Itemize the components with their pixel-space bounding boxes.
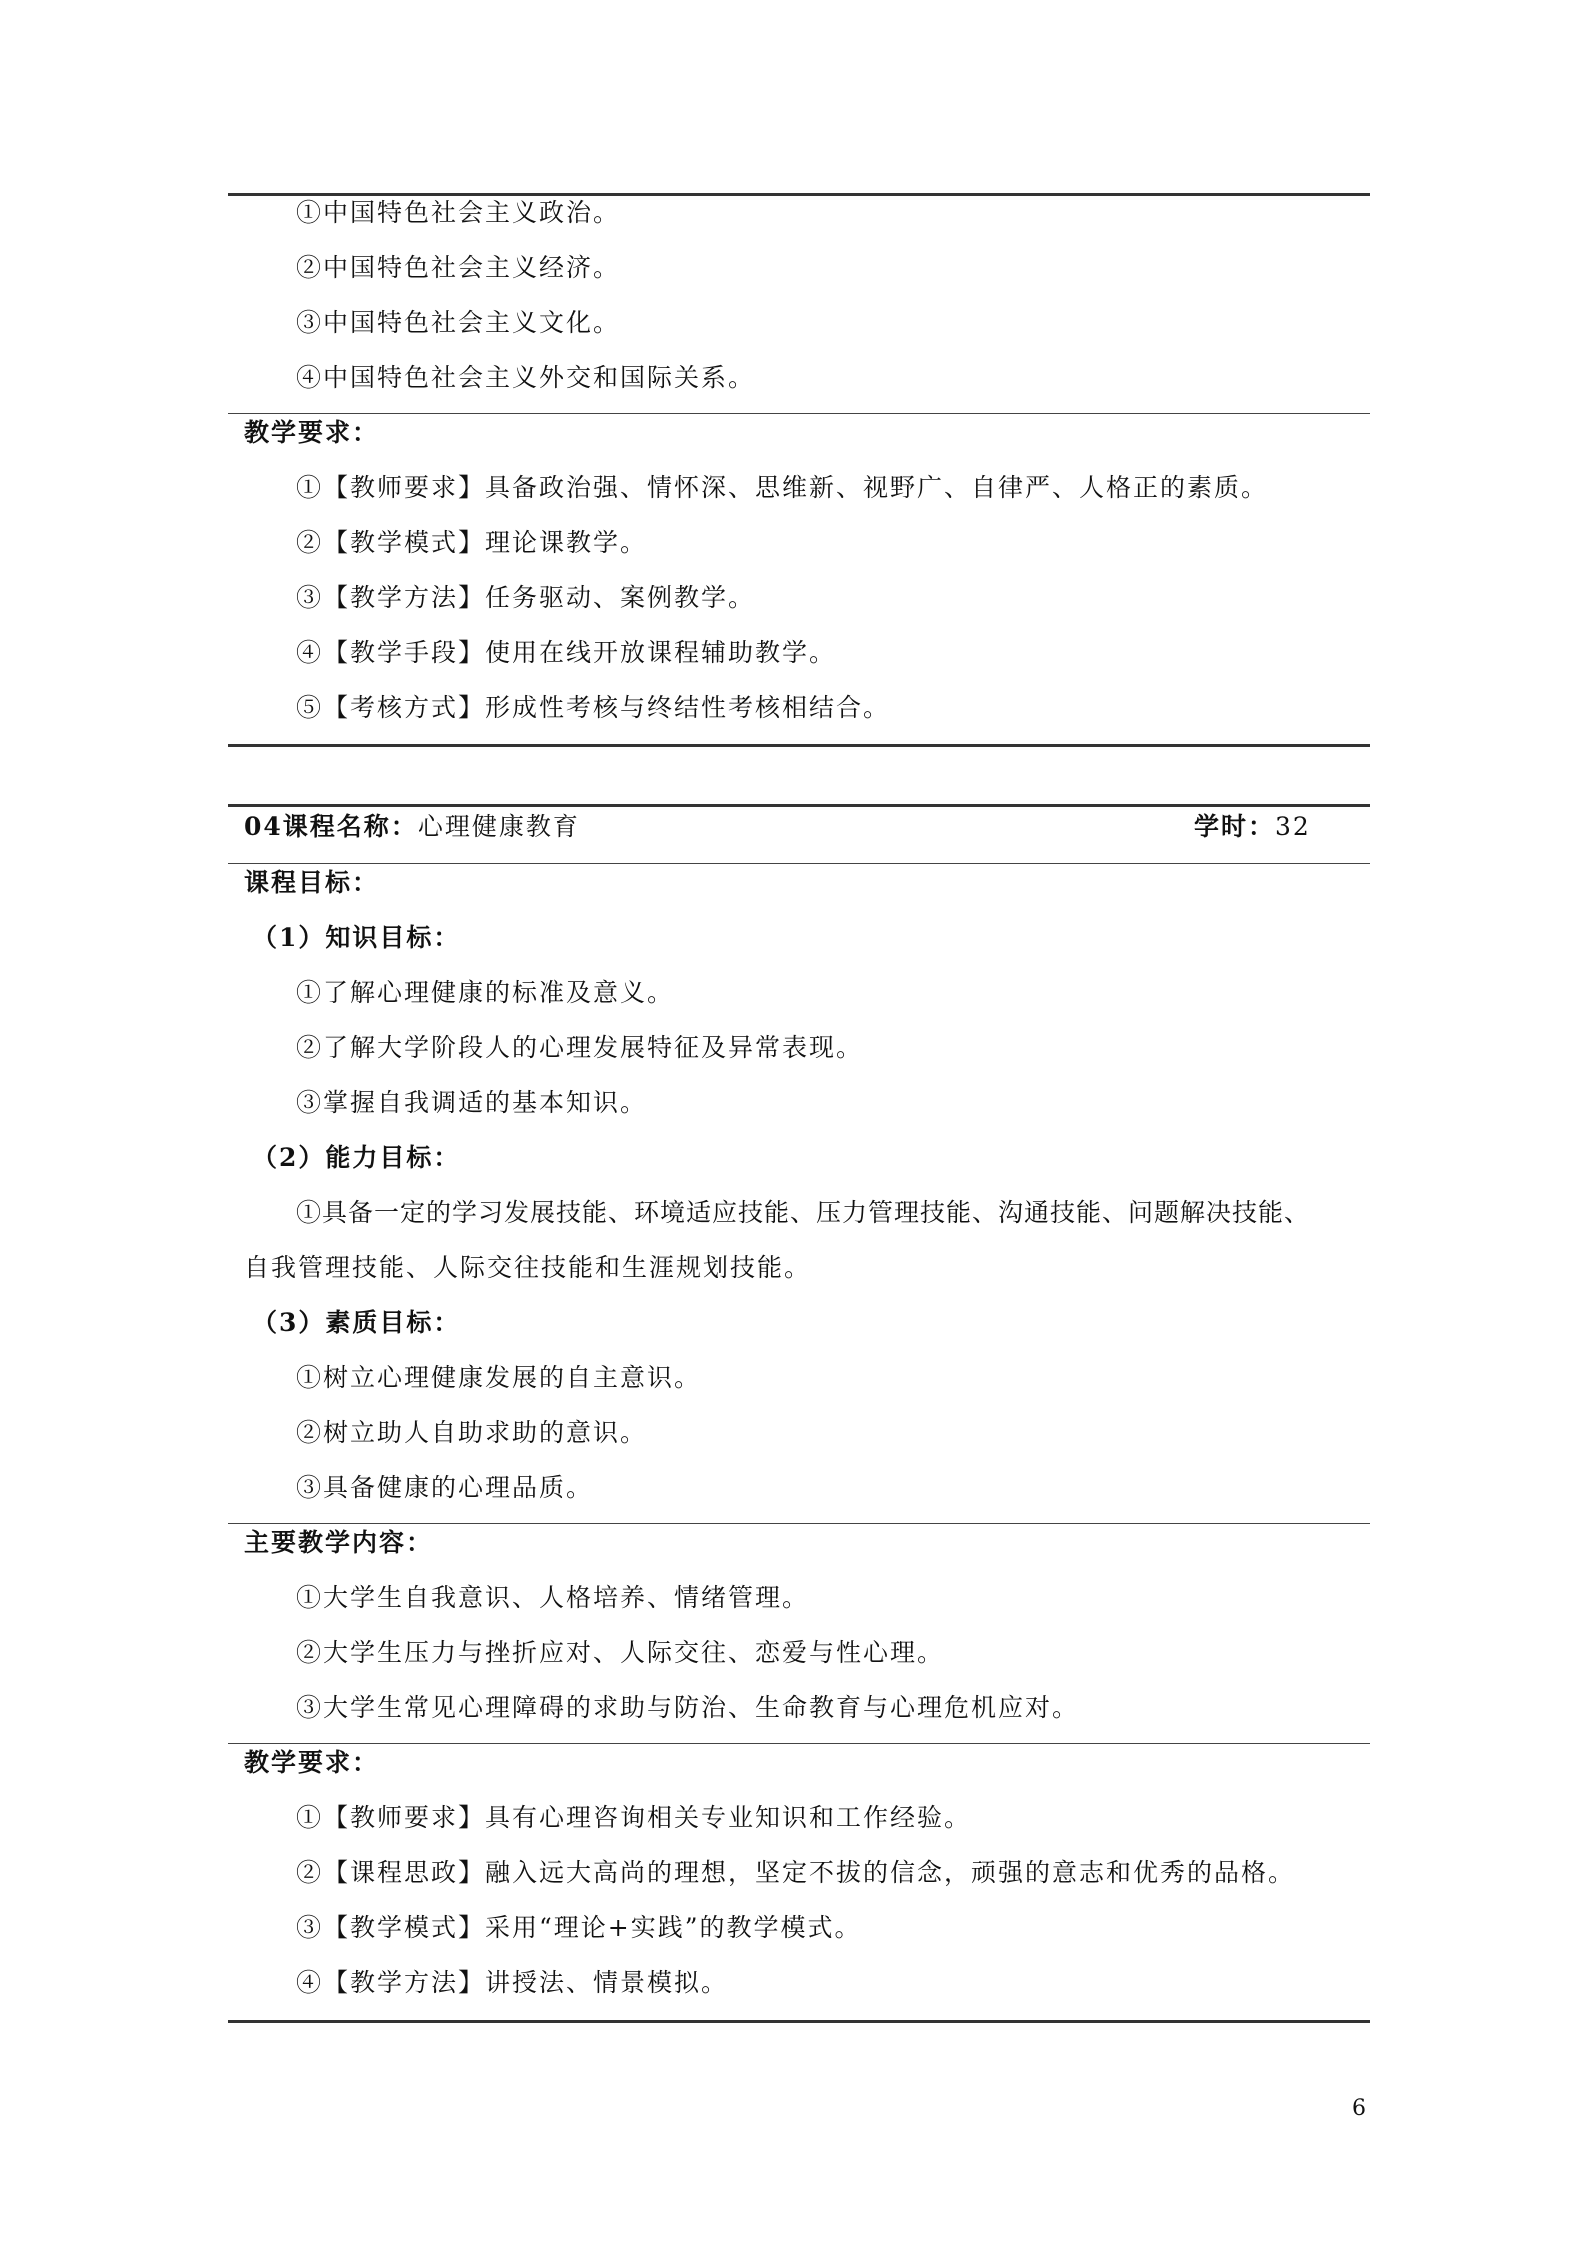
quality-goal-item: ①树立心理健康发展的自主意识。 — [296, 1363, 702, 1392]
knowledge-goal-item: ③掌握自我调适的基本知识。 — [296, 1088, 648, 1117]
course-name-label: 课程名称： — [282, 812, 418, 841]
table-bottom-rule — [228, 744, 1370, 747]
content-item: ④中国特色社会主义外交和国际关系。 — [296, 363, 756, 392]
content-item: ②中国特色社会主义经济。 — [296, 253, 621, 282]
requirement-item: ③【教学模式】采用“理论+实践”的教学模式。 — [296, 1913, 862, 1942]
quality-goal-item: ②树立助人自助求助的意识。 — [296, 1418, 648, 1447]
requirement-item: ②【教学模式】理论课教学。 — [296, 528, 648, 557]
requirement-item: ①【教师要求】具有心理咨询相关专业知识和工作经验。 — [296, 1803, 972, 1832]
ability-goal-label: （2）能力目标： — [252, 1143, 461, 1172]
requirement-item: ④【教学方法】讲授法、情景模拟。 — [296, 1968, 729, 1997]
requirements-label: 教学要求： — [244, 1748, 380, 1777]
requirements-label: 教学要求： — [244, 418, 380, 447]
course-title — [244, 812, 580, 842]
knowledge-goal-item: ①了解心理健康的标准及意义。 — [296, 978, 675, 1007]
requirement-item: ④【教学手段】使用在线开放课程辅助教学。 — [296, 638, 837, 667]
content-item: ②大学生压力与挫折应对、人际交往、恋爱与性心理。 — [296, 1638, 945, 1667]
course-hours-label: 学时： — [1194, 812, 1276, 841]
page-number: 6 — [1352, 2096, 1366, 2121]
table-top-rule — [228, 804, 1370, 807]
table-bottom-rule — [228, 2020, 1370, 2023]
goals-label: 课程目标： — [244, 868, 380, 897]
knowledge-goal-item: ②了解大学阶段人的心理发展特征及异常表现。 — [296, 1033, 864, 1062]
course-number: 04 — [244, 812, 283, 841]
course-name: 心理健康教育 — [417, 812, 580, 841]
content-label: 主要教学内容： — [244, 1528, 434, 1557]
quality-goal-item: ③具备健康的心理品质。 — [296, 1473, 594, 1502]
knowledge-goal-label: （1）知识目标： — [252, 923, 461, 952]
course-hours-value: 32 — [1275, 812, 1311, 841]
content-item: ③大学生常见心理障碍的求助与防治、生命教育与心理危机应对。 — [296, 1693, 1080, 1722]
requirement-item: ①【教师要求】具备政治强、情怀深、思维新、视野广、自律严、人格正的素质。 — [296, 473, 1269, 502]
content-item: ①中国特色社会主义政治。 — [296, 198, 621, 227]
requirement-item: ②【课程思政】融入远大高尚的理想，坚定不拔的信念，顽强的意志和优秀的品格。 — [296, 1858, 1296, 1887]
requirement-item: ⑤【考核方式】形成性考核与终结性考核相结合。 — [296, 693, 891, 722]
section-divider — [228, 1743, 1370, 1744]
quality-goal-label: （3）素质目标： — [252, 1308, 461, 1337]
top-rule — [228, 193, 1370, 196]
course-hours — [1194, 812, 1311, 842]
content-item: ①大学生自我意识、人格培养、情绪管理。 — [296, 1583, 810, 1612]
content-item: ③中国特色社会主义文化。 — [296, 308, 621, 337]
ability-goal-line: ①具备一定的学习发展技能、环境适应技能、压力管理技能、沟通技能、问题解决技能、 — [296, 1198, 1311, 1227]
requirement-item: ③【教学方法】任务驱动、案例教学。 — [296, 583, 756, 612]
section-divider — [228, 863, 1370, 864]
ability-goal-line: 自我管理技能、人际交往技能和生涯规划技能。 — [244, 1253, 812, 1282]
section-divider — [228, 1523, 1370, 1524]
section-divider — [228, 413, 1370, 414]
